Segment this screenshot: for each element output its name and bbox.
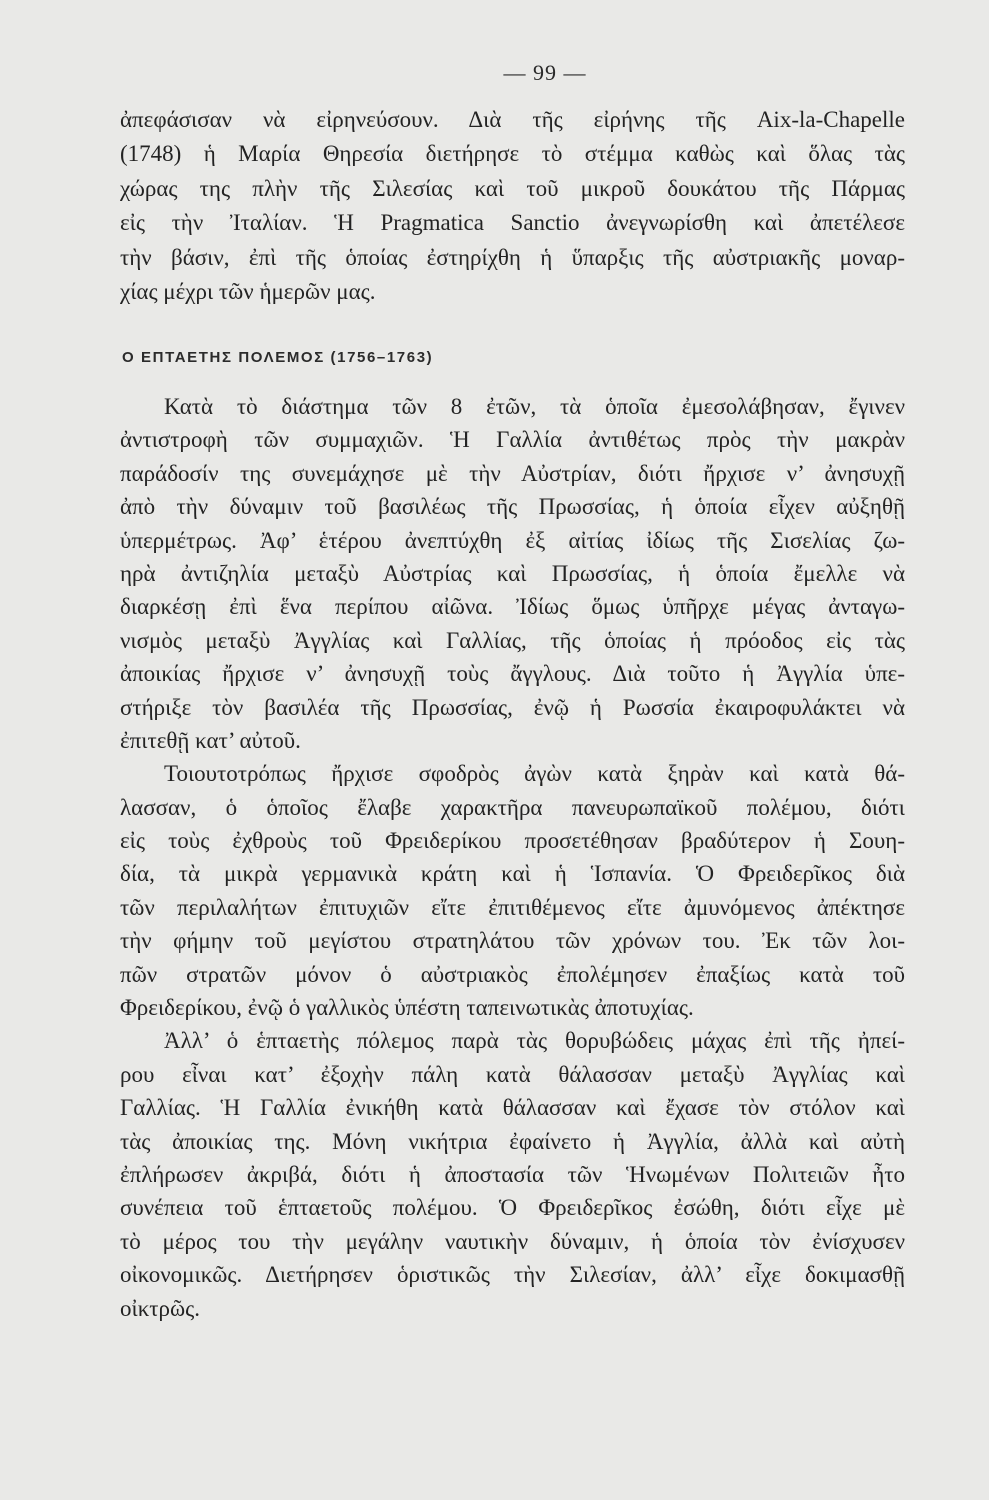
text-line: πῶν στρατῶν μόνον ὁ αὐστριακὸς ἐπολέμησεν ἐπαξίως κατὰ τοῦ [120, 961, 905, 987]
section-heading: Ο ΕΠΤΑΕΤΗΣ ΠΟΛΕΜΟΣ (1756–1763) [122, 349, 434, 366]
paragraph [120, 757, 905, 1024]
text-line: παράδοσίν της συνεμάχησε μὲ τὴν Αὐστρίαν, διότι ἤρχισε ν’ ἀνησυχῇ [120, 460, 905, 486]
text-line: Ἀλλ’ ὁ ἑπταετὴς πόλεμος παρὰ τὰς θορυβώδεις μάχας ἐπὶ τῆς ἠπεί- [164, 1028, 905, 1054]
text-line: ἐπιτεθῇ κατ’ αὐτοῦ. [120, 727, 301, 753]
text-line: τὸ μέρος του τὴν μεγάλην ναυτικὴν δύναμιν, ἡ ὁποία τὸν ἐνίσχυσεν [120, 1228, 905, 1254]
text-line: δία, τὰ μικρὰ γερμανικὰ κράτη καὶ ἡ Ἱσπανία. Ὁ Φρειδερῖκος διὰ [120, 861, 905, 887]
page-number: — 99 — [503, 60, 587, 85]
text-line: Φρειδερίκου, ἐνῷ ὁ γαλλικὸς ὑπέστη ταπεινωτικὰς ἀποτυχίας. [120, 995, 694, 1021]
text-line: νισμὸς μεταξὺ Ἀγγλίας καὶ Γαλλίας, τῆς ὁποίας ἡ πρόοδος εἰς τὰς [120, 627, 905, 653]
text-line: τῶν περιλαλήτων ἐπιτυχιῶν εἴτε ἐπιτιθέμενος εἴτε ἀμυνόμενος ἀπέκτησε [120, 894, 905, 920]
text-line: στήριξε τὸν βασιλέα τῆς Πρωσσίας, ἐνῷ ἡ Ρωσσία ἐκαιροφυλάκτει νὰ [120, 694, 905, 720]
text-line: λασσαν, ὁ ὁποῖος ἔλαβε χαρακτῆρα πανευρωπαϊκοῦ πολέμου, διότι [120, 794, 905, 820]
text-line: ἀπεφάσισαν νὰ εἰρηνεύσουν. Διὰ τῆς εἰρήνης τῆς Aix-la-Chapelle [120, 107, 905, 132]
text-line: Τοιουτοτρόπως ἤρχισε σφοδρὸς ἀγὼν κατὰ ξηρὰν καὶ κατὰ θά- [164, 761, 905, 787]
text-line: Γαλλίας. Ἡ Γαλλία ἐνικήθη κατὰ θάλασσαν καὶ ἔχασε τὸν στόλον καὶ [120, 1095, 905, 1121]
text-line: τὴν φήμην τοῦ μεγίστου στρατηλάτου τῶν χρόνων του. Ἐκ τῶν λοι- [120, 928, 905, 954]
text-line: οἰκονομικῶς. Διετήρησεν ὁριστικῶς τὴν Σιλεσίαν, ἀλλ’ εἶχε δοκιμασθῇ [120, 1262, 905, 1288]
paragraph [120, 390, 905, 757]
intro-paragraph [120, 103, 905, 309]
text-line: ηρὰ ἀντιζηλία μεταξὺ Αὐστρίας καὶ Πρωσσίας, ἡ ὁποία ἔμελλε νὰ [120, 560, 905, 586]
text-line: χώρας της πλὴν τῆς Σιλεσίας καὶ τοῦ μικροῦ δουκάτου τῆς Πάρμας [120, 175, 905, 201]
text-line: τὴν βάσιν, ἐπὶ τῆς ὁποίας ἐστηρίχθη ἡ ὕπαρξις τῆς αὐστριακῆς μοναρ- [120, 244, 905, 270]
text-line: εἰς τὴν Ἰταλίαν. Ἡ Pragmatica Sanctio ἀνεγνωρίσθη καὶ ἀπετέλεσε [120, 210, 905, 236]
text-line: τὰς ἀποικίας της. Μόνη νικήτρια ἐφαίνετο ἡ Ἀγγλία, ἀλλὰ καὶ αὐτὴ [120, 1128, 905, 1154]
text-line: ὑπερμέτρως. Ἀφ’ ἑτέρου ἀνεπτύχθη ἐξ αἰτίας ἰδίως τῆς Σισελίας ζω- [120, 527, 905, 553]
text-line: συνέπεια τοῦ ἑπταετοῦς πολέμου. Ὁ Φρειδερῖκος ἐσώθη, διότι εἶχε μὲ [120, 1195, 905, 1221]
text-line: οἰκτρῶς. [120, 1295, 200, 1321]
text-line: χίας μέχρι τῶν ἡμερῶν μας. [120, 278, 376, 304]
text-line: ἀπὸ τὴν δύναμιν τοῦ βασιλέως τῆς Πρωσσίας, ἡ ὁποία εἶχεν αὐξηθῇ [120, 494, 905, 520]
section-body [120, 390, 905, 1325]
text-line: ἀποικίας ἤρχισε ν’ ἀνησυχῇ τοὺς ἄγγλους. Διὰ τοῦτο ἡ Ἀγγλία ὑπε- [120, 661, 905, 687]
text-line: ρου εἶναι κατ’ ἐξοχὴν πάλη κατὰ θάλασσαν μεταξὺ Ἀγγλίας καὶ [120, 1061, 905, 1087]
text-line: (1748) ἡ Μαρία Θηρεσία διετήρησε τὸ στέμμα καθὼς καὶ ὅλας τὰς [120, 141, 905, 167]
text-line: εἰς τοὺς ἐχθροὺς τοῦ Φρειδερίκου προσετέθησαν βραδύτερον ἡ Σουη- [120, 828, 905, 854]
text-line: Κατὰ τὸ διάστημα τῶν 8 ἐτῶν, τὰ ὁποῖα ἐμεσολάβησαν, ἔγινεν [164, 394, 905, 419]
text-line: διαρκέσῃ ἐπὶ ἕνα περίπου αἰῶνα. Ἰδίως ὅμως ὑπῆρχε μέγας ἀνταγω- [120, 594, 905, 620]
text-line: ἀντιστροφὴ τῶν συμμαχιῶν. Ἡ Γαλλία ἀντιθέτως πρὸς τὴν μακρὰν [120, 427, 905, 453]
text-line: ἐπλήρωσεν ἀκριβά, διότι ἡ ἀποστασία τῶν Ἡνωμένων Πολιτειῶν ἦτο [120, 1161, 905, 1187]
paragraph [120, 1024, 905, 1325]
